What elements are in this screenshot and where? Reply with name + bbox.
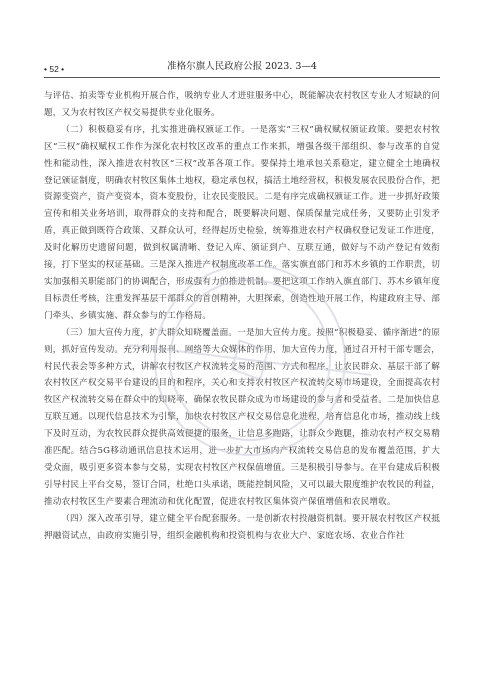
page-header bbox=[44, 54, 440, 74]
page-number: • 52 • bbox=[44, 64, 65, 74]
journal-title: 准格尔旗人民政府公报 2023. 3—4 bbox=[167, 61, 317, 72]
paragraph-section-3: （三）加大宣传力度，扩大群众知晓覆盖面。一是加大宣传力度。按照“积极稳妥、循序渐进”的原则，抓好宣传发动。充分利用报刊、网络等大众媒体的作用，加大宣传力度，通过召开村干部专题会，村民代表会等多种方式，讲解农村牧区产权流转交易的范围、方式和程序，让农民群众、基层干部了解农村牧区产权交易平台建设的目的和程序，关心和支持农村牧区产权流转交易市场建设，全面提高农村牧区产权流转交易在群众中的知晓率，确保农牧民群众成为市场建设的参与者和受益者。二是加快信息互联互通。以现代信息技术为引擎，加快农村牧区产权交易信息化进程，培育信息化市场，推动线上线下及时互动，为农牧民群众提供高效便捷的服务，让信息多跑路，让群众少跑腿，推动农村产权交易精准匹配。结合5G移动通讯信息技术运用，进一步扩大市场内产权流转交易信息的发布覆盖范围，扩大受众面，吸引更多资本参与交易，实现农村牧区产权保值增值。三是积极引导参与。在平台建成后积极引导村民上平台交易，签订合同，杜绝口头承诺，既能控制风险，又可以最大限度维护农牧民的利益，推动农村牧区生产要素合理流动和优化配置，促进农村牧区集体资产保值增值和农民增收。 bbox=[44, 327, 440, 507]
article-body bbox=[44, 88, 440, 544]
paragraph-continuation: 与评估、拍卖等专业机构开展合作，吸纳专业人才进驻服务中心，既能解决农村牧区专业人才短缺的问题，又为农村牧区产权交易提供专业化服务。 bbox=[44, 91, 440, 118]
paragraph-section-4: （四）深入改革引导，建立健全平台配套服务。一是创新农村投融资机制。要开展农村牧区产权抵押融资试点，由政府实施引导，组织金融机构和投资机构与农业大户、家庭农场、农业合作社 bbox=[44, 513, 440, 541]
paragraph-section-2: （二）积极稳妥有序，扎实推进确权颁证工作。一是落实“三权”确权赋权颁证政策。要把农村牧区“三权”确权赋权工作作为深化农村牧区改革的重点工作来抓，增强各级干部组织、参与改革的自觉性和能动性，深入推进农村牧区“三权”改革各项工作。要保持土地承包关系稳定，建立健全土地确权登记颁证制度，明确农村牧区集体土地权，稳定承包权，搞活土地经营权，积极发展农民股份合作，把资源变资产，资产变资本，资本变股份，让农民变股民。二是有序完成确权颁证工作。进一步抓好政策宣传和相关业务培训，取得群众的支持和配合，既要解决问题、保质保量完成任务，又要防止引发矛盾，真正做到既符合政策、又群众认可，经得起历史检验，统筹推进农村产权确权登记发证工作进度，及时化解历史遗留问题，做到权属清晰、登记入库、颁证到户、互联互通，做好与不动产登记有效衔接，打下坚实的权证基础。三是深入推进产权制度改革工作。落实旗直部门和苏木乡镇的工作职责，切实加强相关职能部门的协调配合，形成强有力的推进机制。要把这项工作纳入旗直部门、苏木乡镇年度目标责任考核，注重发挥基层干部群众的首创精神，大胆探索，创造性地开展工作，构建政府主导、部门牵头、乡镇实施、群众参与的工作格局。 bbox=[44, 124, 440, 321]
header-rule bbox=[44, 77, 440, 78]
